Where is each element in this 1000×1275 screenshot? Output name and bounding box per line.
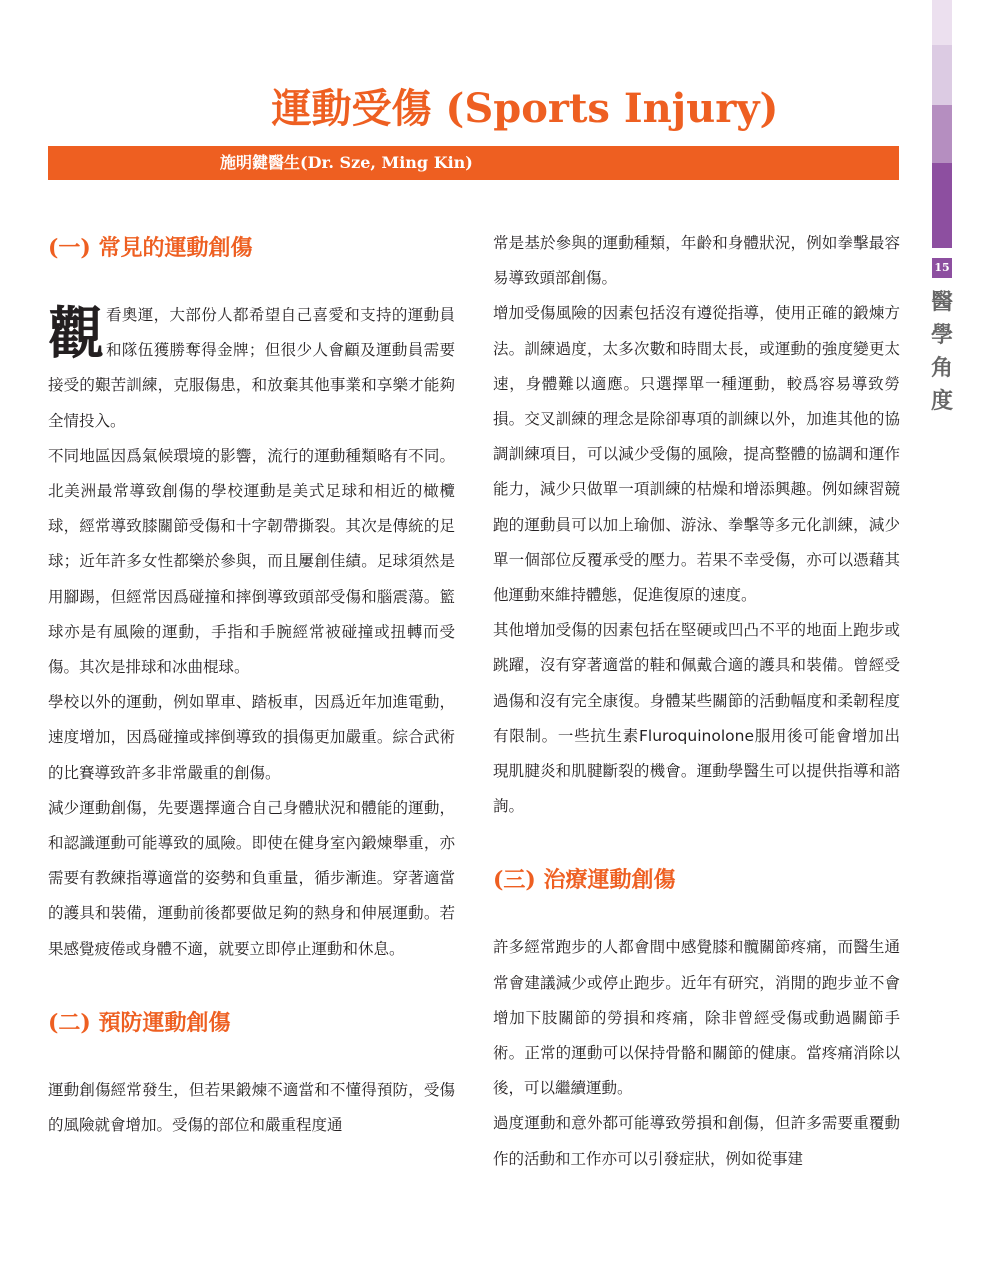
paragraph (48, 298, 455, 439)
page-title: 運動受傷 (Sports Injury) (271, 85, 779, 132)
page-number: 15 (932, 258, 952, 278)
author-bar (48, 146, 899, 180)
left-column (48, 226, 455, 1143)
section-title-vertical: 醫學角度 (930, 289, 953, 414)
section-heading-2: (二) 預防運動創傷 (48, 1009, 231, 1036)
paragraph: 許多經常跑步的人都會間中感覺膝和髖關節疼痛，而醫生通常會建議減少或停止跑步。近年有研究，消閒的跑步並不會增加下肢關節的勞損和疼痛，除非曾經受傷或動過關節手術。正常的運動可以保持骨骼和關節的健康。當疼痛消除以後，可以繼續運動。 (493, 938, 900, 1098)
section-heading-3: (三) 治療運動創傷 (493, 867, 676, 894)
paragraph: 運動創傷經常發生，但若果鍛煉不適當和不懂得預防，受傷的風險就會增加。受傷的部位和嚴重程度通 (48, 1080, 455, 1135)
drop-cap: 觀 (48, 301, 104, 367)
paragraph: 減少運動創傷，先要選擇適合自己身體狀況和體能的運動，和認識運動可能導致的風險。即使在健身室內鍛煉舉重，亦需要有教練指導適當的姿勢和負重量，循步漸進。穿著適當的護具和裝備，運動前後都要做足夠的熱身和伸展運動。若果感覺疲倦或身體不適，就要立即停止運動和休息。 (48, 798, 455, 958)
author-name: 施明鍵醫生(Dr. Sze, Ming Kin) (220, 153, 473, 172)
paragraph: 過度運動和意外都可能導致勞損和創傷，但許多需要重覆動作的活動和工作亦可以引發症狀，例如從事建 (493, 1114, 900, 1168)
side-strip-block (932, 163, 952, 248)
paragraph: 學校以外的運動，例如單車、踏板車，因爲近年加進電動，速度增加，因爲碰撞或摔倒導致的損傷更加嚴重。綜合武術的比賽導致許多非常嚴重的創傷。 (48, 693, 455, 782)
paragraph: 增加受傷風險的因素包括沒有遵從指導，使用正確的鍛煉方法。訓練過度，太多次數和時間太長，或運動的強度變更太速，身體難以適應。只選擇單一種運動，較爲容易導致勞損。交叉訓練的理念是除卻專項的訓練以外，加進其他的協調訓練項目，可以減少受傷的風險，提高整體的協調和運作能力，減少只做單一項訓練的枯燥和增添興趣。例如練習競跑的運動員可以加上瑜伽、游泳、拳擊等多元化訓練，減少單一個部位反覆承受的壓力。若果不幸受傷，亦可以憑藉其他運動來維持體態，促進復原的速度。 (493, 304, 900, 605)
section-heading-1: (一) 常見的運動創傷 (48, 235, 253, 261)
paragraph: 常是基於參與的運動種類，年齡和身體狀況，例如拳擊最容易導致頭部創傷。 (493, 234, 900, 288)
paragraph: 不同地區因爲氣候環境的影響，流行的運動種類略有不同。北美洲最常導致創傷的學校運動是美式足球和相近的橄欖球，經常導致膝關節受傷和十字韌帶撕裂。其次是傳統的足球；近年許多女性都樂於參與，而且屢創佳績。足球須然是用腳踢，但經常因爲碰撞和摔倒導致頭部受傷和腦震蕩。籃球亦是有風險的運動，手指和手腕經常被碰撞或扭轉而受傷。其次是排球和冰曲棍球。 (48, 446, 455, 677)
right-column (493, 226, 900, 1177)
paragraph: 其他增加受傷的因素包括在堅硬或凹凸不平的地面上跑步或跳躍，沒有穿著適當的鞋和佩戴合適的護具和裝備。曾經受過傷和沒有完全康復。身體某些關節的活動幅度和柔韌程度有限制。一些抗生素Fluroquinolone服用後可能會增加出現肌腱炎和肌腱斷裂的機會。運動學醫生可以提供指導和諮詢。 (493, 621, 900, 816)
side-strip-block (932, 0, 952, 45)
paragraph-text: 看奧運，大部份人都希望自己喜愛和支持的運動員和隊伍獲勝奪得金牌；但很少人會顧及運動員需要接受的艱苦訓練，克服傷患，和放棄其他事業和享樂才能夠全情投入。 (48, 306, 455, 430)
